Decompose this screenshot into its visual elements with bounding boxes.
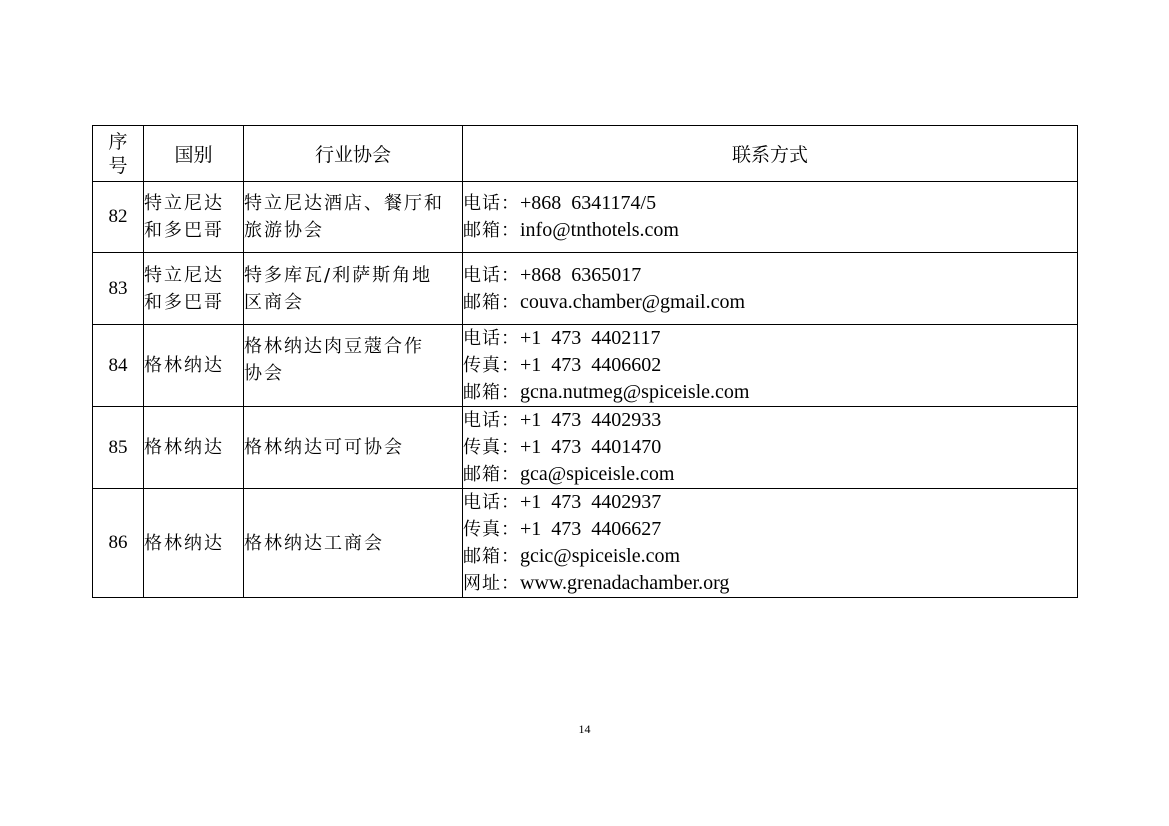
phone-label: 电话：: [463, 264, 520, 286]
country-line: 和多巴哥: [144, 291, 224, 313]
row-country: 格林纳达: [144, 489, 244, 598]
table-row: [93, 253, 1078, 325]
row-association: [244, 325, 463, 407]
phone-label: 电话：: [463, 193, 520, 214]
contact-fax: [463, 434, 1077, 461]
country-line: 和多巴哥: [144, 220, 224, 241]
row-association: 格林纳达工商会: [244, 489, 463, 598]
email-label: 邮箱：: [463, 291, 520, 313]
email-value: gcna.nutmeg@spiceisle.com: [520, 381, 750, 403]
contact-website: [463, 570, 1077, 597]
website-label: 网址：: [463, 573, 520, 594]
association-line: 旅游协会: [244, 220, 324, 241]
page-number: 14: [578, 722, 591, 736]
fax-label: 传真：: [463, 437, 520, 458]
header-country: 国别: [144, 126, 244, 182]
row-number: 85: [93, 407, 144, 489]
phone-value: +868 6341174/5: [520, 192, 657, 214]
header-association: 行业协会: [244, 126, 463, 182]
email-label: 邮箱：: [463, 546, 520, 567]
row-number: 83: [93, 253, 144, 325]
email-value: couva.chamber@gmail.com: [520, 290, 745, 313]
header-contact: 联系方式: [463, 126, 1078, 182]
contact-phone: [463, 489, 1077, 516]
country-line: 特立尼达: [144, 264, 224, 286]
row-contact: [463, 182, 1078, 253]
row-association: 格林纳达可可协会: [244, 407, 463, 489]
email-value: gca@spiceisle.com: [520, 463, 675, 485]
contact-phone: [463, 262, 1077, 289]
phone-label: 电话：: [463, 492, 520, 513]
fax-label: 传真：: [463, 355, 520, 376]
row-country: [144, 253, 244, 325]
contact-fax: [463, 516, 1077, 543]
table-header-row: [93, 126, 1078, 182]
email-label: 邮箱：: [463, 464, 520, 485]
row-contact: [463, 489, 1078, 598]
country-line: 特立尼达: [144, 193, 224, 214]
table-row: [93, 407, 1078, 489]
row-association: [244, 253, 463, 325]
header-seq-line1: 序: [108, 130, 128, 153]
contact-fax: [463, 352, 1077, 379]
email-label: 邮箱：: [463, 220, 520, 241]
contact-phone: [463, 325, 1077, 352]
row-country: 格林纳达: [144, 325, 244, 407]
contact-email: [463, 217, 1077, 244]
fax-value: +1 473 4401470: [520, 436, 662, 458]
association-line: 协会: [244, 363, 284, 384]
table-row: [93, 182, 1078, 253]
table-row: [93, 489, 1078, 598]
row-contact: [463, 325, 1078, 407]
table-row: [93, 325, 1078, 407]
row-association: [244, 182, 463, 253]
fax-label: 传真：: [463, 519, 520, 540]
phone-value: +1 473 4402117: [520, 327, 661, 349]
phone-value: +868 6365017: [520, 263, 642, 286]
email-label: 邮箱：: [463, 382, 520, 403]
header-seq: [93, 126, 144, 182]
fax-value: +1 473 4406602: [520, 354, 662, 376]
phone-label: 电话：: [463, 328, 520, 349]
row-country: 格林纳达: [144, 407, 244, 489]
contact-email: [463, 289, 1077, 316]
phone-value: +1 473 4402933: [520, 409, 662, 431]
contact-email: [463, 543, 1077, 570]
email-value: info@tnthotels.com: [520, 219, 679, 241]
fax-value: +1 473 4406627: [520, 518, 662, 540]
contact-email: [463, 379, 1077, 406]
row-number: 86: [93, 489, 144, 598]
phone-value: +1 473 4402937: [520, 491, 662, 513]
association-line: 特多库瓦/利萨斯角地: [244, 264, 433, 286]
row-number: 84: [93, 325, 144, 407]
contact-phone: [463, 190, 1077, 217]
header-seq-line2: 号: [108, 154, 128, 177]
contact-phone: [463, 407, 1077, 434]
row-contact: [463, 253, 1078, 325]
association-line: 格林纳达肉豆蔻合作: [244, 336, 424, 357]
association-table: [92, 125, 1078, 598]
row-contact: [463, 407, 1078, 489]
association-line: 区商会: [244, 291, 304, 313]
phone-label: 电话：: [463, 410, 520, 431]
website-value: www.grenadachamber.org: [520, 572, 730, 594]
row-number: 82: [93, 182, 144, 253]
contact-email: [463, 461, 1077, 488]
row-country: [144, 182, 244, 253]
email-value: gcic@spiceisle.com: [520, 545, 681, 567]
association-line: 特立尼达酒店、餐厅和: [244, 193, 444, 214]
